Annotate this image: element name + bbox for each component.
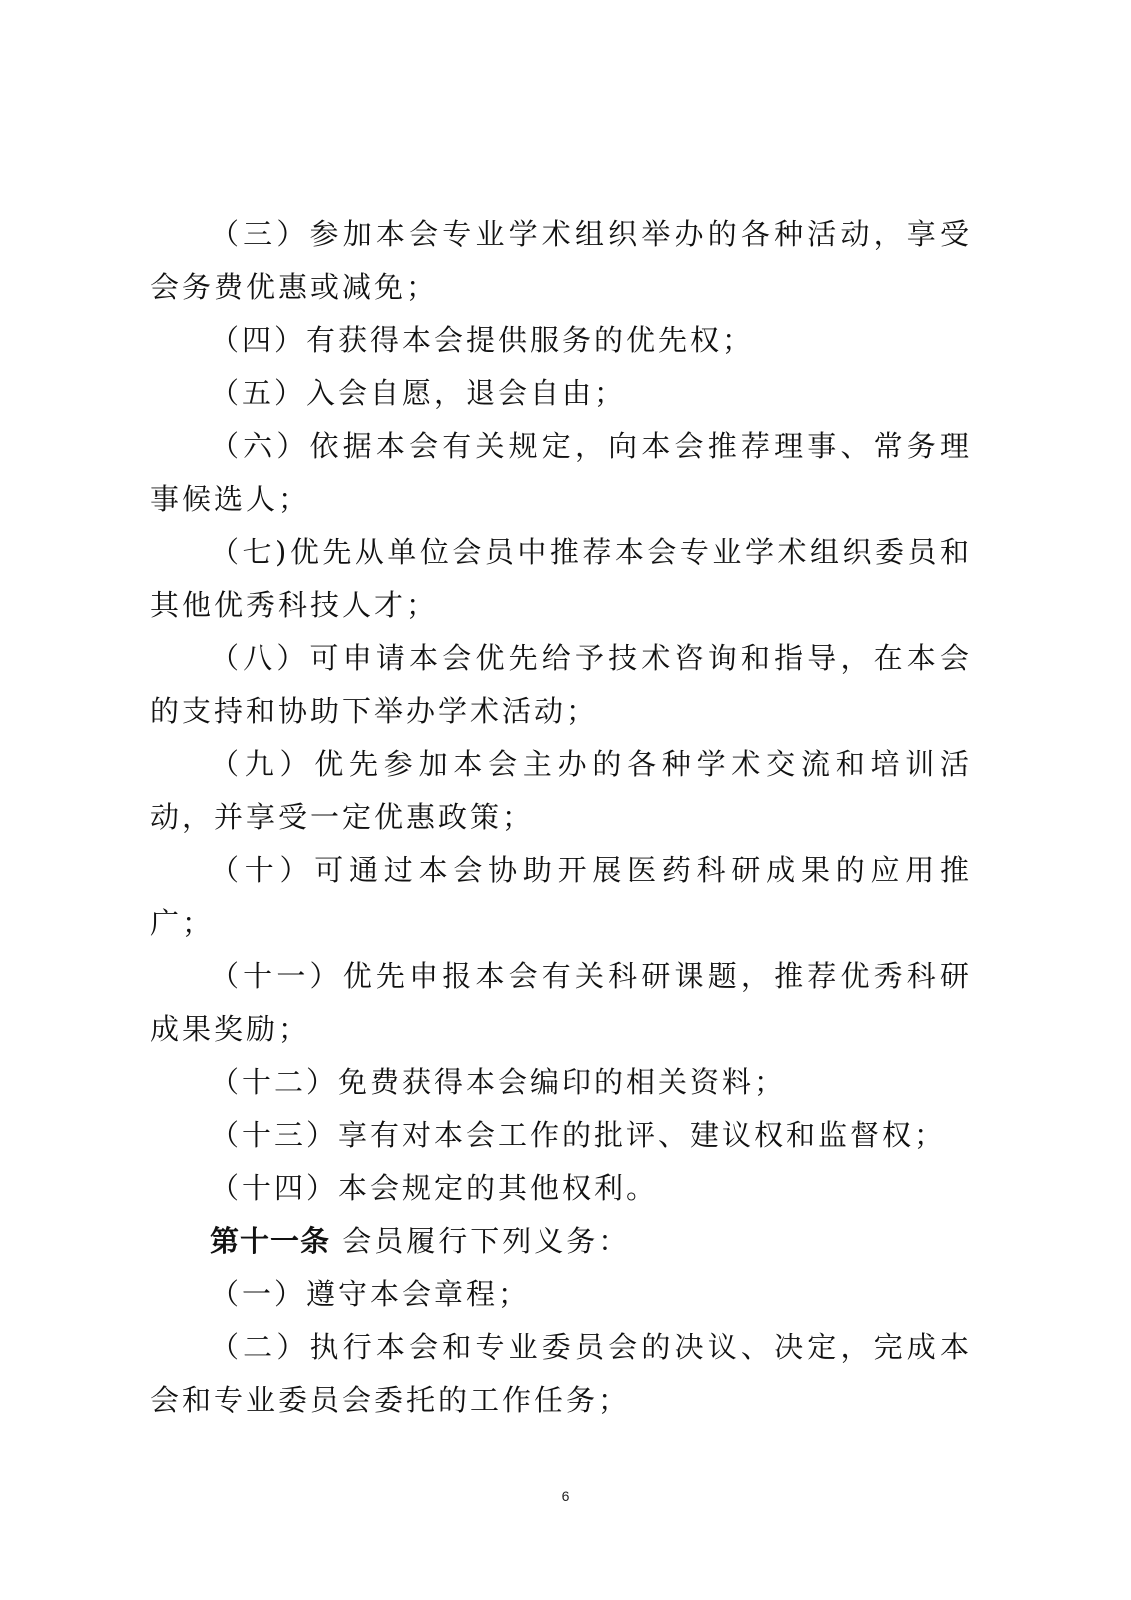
rights-item-11: （十一）优先申报本会有关科研课题，推荐优秀科研成果奖励； [150,959,972,1046]
rights-item-7: （七)优先从单位会员中推荐本会专业学术组织委员和其他优秀科技人才； [150,535,972,622]
document-body [150,208,972,1427]
article-text: 会员履行下列义务： [330,1224,631,1258]
rights-item-3: （三）参加本会专业学术组织举办的各种活动，享受会务费优惠或减免； [150,217,972,304]
rights-item-4: （四）有获得本会提供服务的优先权； [210,323,755,357]
rights-item-6: （六）依据本会有关规定，向本会推荐理事、常务理事候选人； [150,429,972,516]
duty-item-1: （一）遵守本会章程； [210,1277,531,1311]
rights-item-14: （十四）本会规定的其他权利。 [210,1171,659,1205]
duty-item-2: （二）执行本会和专业委员会的决议、决定，完成本会和专业委员会委托的工作任务； [150,1330,972,1417]
rights-item-8: （八）可申请本会优先给予技术咨询和指导，在本会的支持和协助下举办学术活动； [150,641,972,728]
rights-item-12: （十二）免费获得本会编印的相关资料； [210,1065,787,1099]
rights-item-10: （十）可通过本会协助开展医药科研成果的应用推广； [150,853,972,940]
article-heading [150,1215,972,1268]
rights-item-9: （九）优先参加本会主办的各种学术交流和培训活动，并享受一定优惠政策； [150,747,972,834]
page-number: 6 [561,1488,570,1504]
rights-item-13: （十三）享有对本会工作的批评、建议权和监督权； [210,1118,947,1152]
article-number: 第十一条 [210,1224,331,1258]
rights-item-5: （五）入会自愿，退会自由； [210,376,627,410]
